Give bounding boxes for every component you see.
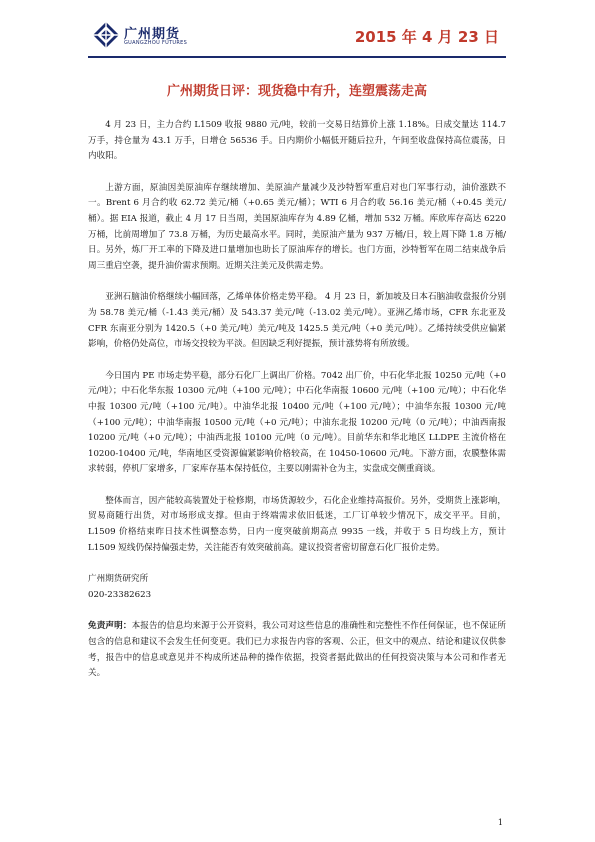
logo-text-cn: 广州期货 — [124, 27, 181, 42]
report-date: 2015 年 4 月 23 日 — [354, 28, 499, 46]
paragraph-pe-spot: 今日国内 PE 市场走势平稳，部分石化厂上调出厂价格。7042 出厂价，中石化华北报 10250 元/吨（+0 元/吨）；中石化华东报 10300 元/吨（+100 元/吨）；中石化华南报 10600 元/吨（+100 元/吨）；中石化华中报 10300 元/吨（+100 元/吨）。中油华北报 10400 元/吨（+100 元/吨）；中油华东报 10300 元/吨（+100 元/吨）；中油华南报 10500 元/吨（+0 元/吨）；中油东北报 10200 元/吨（0 元/吨）；中油西南报 10200 元/吨（+0 元/吨）；中油西北报 10100 元/吨（0 元/吨）。目前华东和华北地区 LLDPE 主流价格在 10200-10400 元/吨，华南地区受资源偏紧影响价格较高，在 10450-10600 元/吨。下游方面，农膜整体需求转弱，停机厂家增多，厂家库存基本保持低位，主要以刚需补仓为主，实盘成交侧重商谈。 — [88, 370, 506, 475]
header-divider — [88, 56, 506, 58]
report-body — [88, 118, 506, 682]
signature-org: 广州期货研究所 — [88, 574, 149, 585]
page-header — [0, 0, 595, 62]
paragraph-upstream-crude: 上游方面，原油因美原油库存继续增加、美原油产量减少及沙特暂军重启对也门军事行动，油价涨跌不一。Brent 6 月合约收 62.72 美元/桶（+0.65 美元/桶）；WTI 6 月合约收 56.16 美元/桶（+0.45 美元/桶）。据 EIA 报道，截止 4 月 17 日当周，美国原油库存为 4.89 亿桶，增加 532 万桶。库欣库存高达 6220 万桶，比前周增加了 73.8 万桶，为历史最高水平。同时，美原油产量为 937 万桶/日，较上周下降 1.8 万桶/日。另外，炼厂开工率的下降及进口量增加也助长了原油库存的增长。也门方面，沙特暂军在周二结束战争后周三重启空袭，提升油价需求预期。近期关注美元及供需走势。 — [88, 182, 506, 271]
logo-mark-icon — [92, 21, 120, 49]
paragraph-market-summary: 4 月 23 日，主力合约 L1509 收报 9880 元/吨，较前一交易日结算价上涨 1.18%。日成交量达 114.7 万手，持仓量为 43.1 万手，日增仓 56536 手。日内期价小幅低开随后拉升，午间至收盘保持高位震荡，日内收阳。 — [88, 120, 506, 162]
disclaimer-label: 免责声明： — [88, 621, 132, 632]
disclaimer-text: 本报告的信息均来源于公开资料，我公司对这些信息的准确性和完整性不作任何保证，也不保证所包含的信息和建议不会发生任何变更。我们已力求报告内容的客观、公正，但文中的观点、结论和建议仅供参考，报告中的信息或意见并不构成所述品种的操作依据，投资者据此做出的任何投资决策与本公司和作者无关。 — [88, 621, 506, 679]
page-number: 1 — [497, 818, 503, 827]
paragraph-conclusion: 整体而言，因产能较高装置处于检修期，市场货源较少，石化企业维持高报价。另外，受期货上涨影响，贸易商随行出货，对市场形成支撑。但由于终端需求依旧低迷，工厂订单较少情况下，成交平平。目前，L1509 价格结束昨日技术性调整态势，日内一度突破前期高点 9935 一线，并收于 5 日均线上方，预计 L1509 短线仍保持偏强走势，关注能否有效突破前高。建议投资者密切留意石化厂报价走势。 — [88, 495, 506, 553]
logo-text-en: GUANGZHOU FUTURES — [124, 40, 188, 46]
company-logo — [92, 21, 212, 51]
signature-block — [88, 572, 506, 603]
report-title: 广州期货日评：现货稳中有升，连塑震荡走高 — [166, 84, 427, 99]
signature-phone: 020-23382623 — [88, 589, 152, 600]
disclaimer — [88, 619, 506, 681]
paragraph-naphtha-ethylene: 亚洲石脑油价格继续小幅回落，乙烯单体价格走势平稳。 4 月 23 日，新加坡及日本石脑油收盘报价分别为 58.78 美元/桶（-1.43 美元/桶）及 543.37 美元/吨（-13.02 美元/吨）。亚洲乙烯市场，CFR 东北亚及 CFR 东南亚分别为 1420.5（+0 美元/吨）美元/吨及 1425.5 美元/吨（+0 美元/吨）。乙烯持续受供应偏紧影响，价格仍处高位，市场交投较为平淡。但因缺乏利好提振，预计涨势将有所放缓。 — [88, 292, 506, 350]
